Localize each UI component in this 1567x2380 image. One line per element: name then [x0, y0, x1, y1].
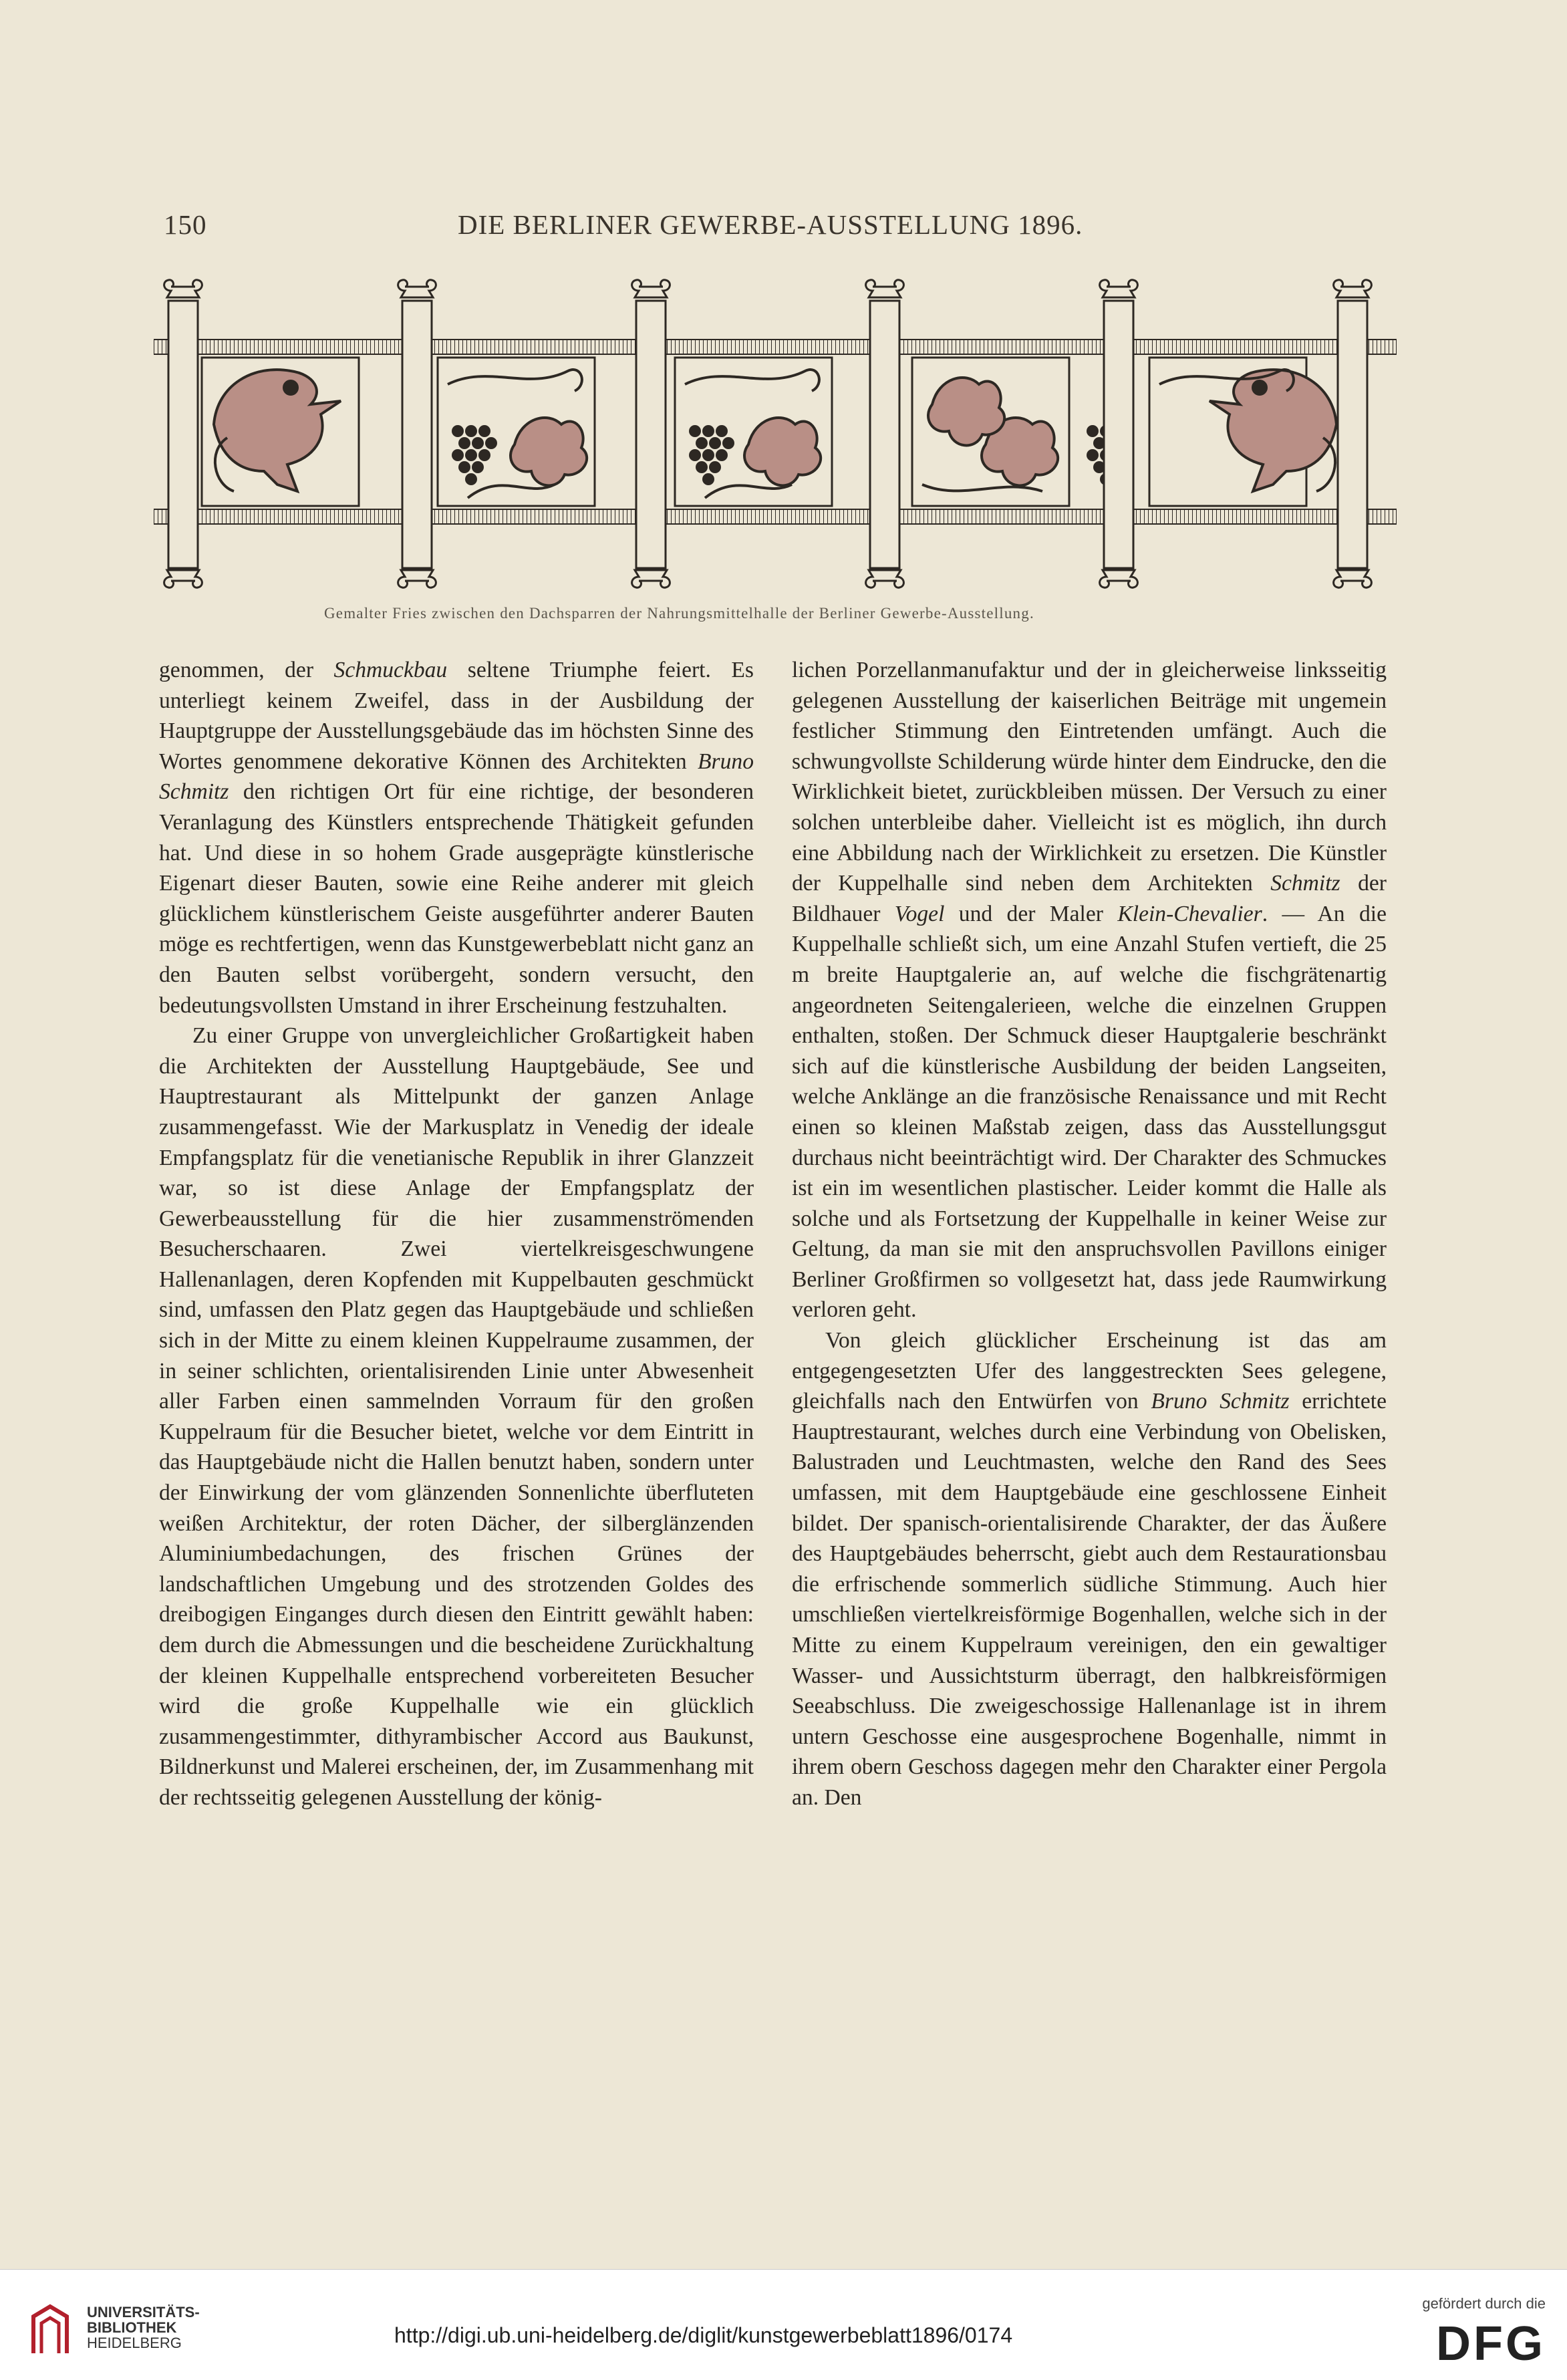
italic-name: Bruno Schmitz — [1151, 1389, 1290, 1414]
right-column — [792, 655, 1387, 1813]
italic-name: Vogel — [894, 901, 945, 926]
library-name-line-1: UNIVERSITÄTS- — [87, 2304, 200, 2321]
library-name-line-3: HEIDELBERG — [87, 2335, 182, 2351]
permalink-url[interactable]: http://digi.ub.uni-heidelberg.de/diglit/kunstgewerbeblatt1896/0174 — [394, 2323, 1013, 2347]
italic-name: Klein-Chevalier — [1117, 901, 1262, 926]
italic-name: Schmuckbau — [333, 658, 448, 682]
running-title: DIE BERLINER GEWERBE-AUSSTELLUNG 1896. — [458, 209, 1083, 240]
running-head — [164, 209, 1099, 249]
paragraph — [792, 1325, 1387, 1813]
funded-by-label: gefördert durch die — [1422, 2295, 1546, 2312]
left-column — [159, 655, 754, 1813]
library-name — [87, 2304, 200, 2351]
italic-name: Schmitz — [1270, 871, 1340, 896]
text-run: Zu einer Gruppe von unvergleichlicher Großartigkeit haben die Architekten der Ausstellung Hauptgebäude, See und Hauptrestaurant als Mittelpunkt der ganzen Anlage zusammengefasst. Wie der Markusplatz in Venedig der ideale Empfangsplatz für die venetianische Republik in ihrer Glanzzeit war, so ist diese Anlage der Empfangsplatz der Gewerbeausstellung für die hier zusammenströmenden Besucherschaaren. Zwei viertelkreisgeschwungene Hallenanlagen, deren Kopfenden mit Kuppelbauten geschmückt sind, umfassen den Platz gegen das Hauptgebäude und schließen sich in der Mitte zu einem kleinen Kuppelraume zusammen, der in seiner schlichten, orientalisirenden Linie unter Abwesenheit aller Farben einen sammelnden Vorraum für den großen Kuppelraum für die Besucher bietet, welche vor dem Eintritt in das Hauptgebäude nicht die Hallen benutzt haben, sondern unter der Einwirkung der vom glänzenden Sonnenlichte überfluteten weißen Architektur, der roten Dächer, der silberglänzenden Aluminiumbedachungen, des frischen Grünes der landschaftlichen Umgebung und des strotzenden Goldes des dreibogigen Einganges durch diesen den Eintritt gewählt haben: dem durch die Abmessungen und die bescheidene Zurückhaltung der kleinen Kuppelhalle entsprechend vorbereiteten Besucher wird die große Kuppelhalle wie ein glücklich zusammengestimmter, dithyrambischer Accord aus Baukunst, Bildnerkunst und Malerei erscheinen, der, im Zusammenhang mit der rechtsseitig gelegenen Ausstellung der könig- — [159, 1023, 754, 1810]
digitization-footer — [0, 2269, 1567, 2380]
text-run: und der Maler — [944, 901, 1118, 926]
text-run: der Bildhauer — [792, 871, 1387, 926]
paragraph — [159, 1021, 754, 1813]
text-run: genommen, der — [159, 658, 334, 682]
text-run: seltene Triumphe feiert. Es unterliegt keinem Zweifel, dass in der Ausbildung der Hauptgruppe der Ausstellungsgebäude das im höchsten Sinne des Wortes genommene dekorative Können des Architekten — [159, 658, 754, 774]
library-logo-icon — [27, 2303, 74, 2357]
text-run: lichen Porzellanmanufaktur und der in gleicherweise linksseitig gelegenen Ausstellung der kaiserlichen Beiträge mit ungemein festlicher Stimmung den Eintretenden umfängt. Auch die schwungvollste Schilderung würde hinter dem Eindrucke, den die Wirklichkeit bietet, zurückbleiben müssen. Der Versuch zu einer solchen unterbleibe daher. Vielleicht ist es möglich, ihn durch eine Abbildung nach der Wirklichkeit zu ersetzen. Die Künstler der Kuppelhalle sind neben dem Architekten — [792, 658, 1387, 896]
text-run: Von gleich glücklicher Erscheinung ist das am entgegengesetzten Ufer des langgestreckten Sees gelegene, gleichfalls nach den Entwürfen von — [792, 1328, 1387, 1414]
italic-name: Bruno Schmitz — [159, 749, 754, 805]
dfg-logo: DFG — [1436, 2317, 1546, 2371]
paragraph — [792, 655, 1387, 1325]
paragraph — [159, 655, 754, 1021]
text-run: errichtete Hauptrestaurant, welches durch eine Verbindung von Obelisken, Balustraden und Leuchtmasten, welche den Rand des Sees umfassen, mit dem Hauptgebäude eine geschlossene Einheit bildet. Der spanisch-orientalisirende Charakter, der das Äußere des Hauptgebäudes beherrscht, giebt auch dem Restaurationsbau die erfrischende sommerlich südliche Stimmung. Auch hier umschließen viertelkreisförmige Bogenhallen, welche sich in der Mitte zu einem Kuppelraum vereinigen, den ein gewaltiger Wasser- und Aussichtsturm überragt, den halbkreisförmigen Seeabschluss. Die zweigeschossige Hallenanlage ist in ihrem untern Geschosse eine ausgesprochene Bogenhalle, nimmt in ihrem obern Geschoss dagegen mehr den Charakter einer Pergola an. Den — [792, 1389, 1387, 1810]
figure-caption: Gemalter Fries zwischen den Dachsparren der Nahrungsmittelhalle der Berliner Gewerbe-Ausstellung. — [324, 605, 1034, 622]
text-run: . — An die Kuppelhalle schließt sich, um eine Anzahl Stufen vertieft, die 25 m breite Hauptgalerie an, auf welche die fischgrätenartig angeordneten Seitengalerieen, welche die einzelnen Gruppen enthalten, stoßen. Der Schmuck dieser Hauptgalerie beschränkt sich auf die künstlerische Ausbildung der beiden Langseiten, welche Anklänge an die französische Renaissance und mit Recht einen so kleinen Maßstab zeigen, dass das Ausstellungsgut durchaus nicht beeinträchtigt wird. Der Charakter des Schmuckes ist ein im wesentlichen plastischer. Leider kommt die Halle als solche und als Fortsetzung der Kuppelhalle in keiner Weise zur Geltung, da man sie mit den anspruchsvollen Pavillons einiger Berliner Großfirmen so vollgesetzt hat, dass jede Raumwirkung verloren geht. — [792, 901, 1387, 1323]
text-run: den richtigen Ort für eine richtige, der besonderen Veranlagung des Künstlers entsprechende Thätigkeit gefunden hat. Und diese in so hohem Grade ausgeprägte künstlerische Eigenart dieser Bauten, sowie eine Reihe anderer mit gleich glücklichem künstlerischem Geiste ausgeführter anderer Bauten möge es rechtfertigen, wenn das Kunstgewerbeblatt nicht ganz an den Bauten selbst vorübergeht, sondern versucht, den bedeutungsvollsten Umstand in ihrer Erscheinung festzuhalten. — [159, 779, 754, 1018]
library-name-line-2: BIBLIOTHEK — [87, 2319, 177, 2336]
painted-frieze-illustration — [154, 271, 1397, 591]
page-number: 150 — [164, 209, 207, 240]
